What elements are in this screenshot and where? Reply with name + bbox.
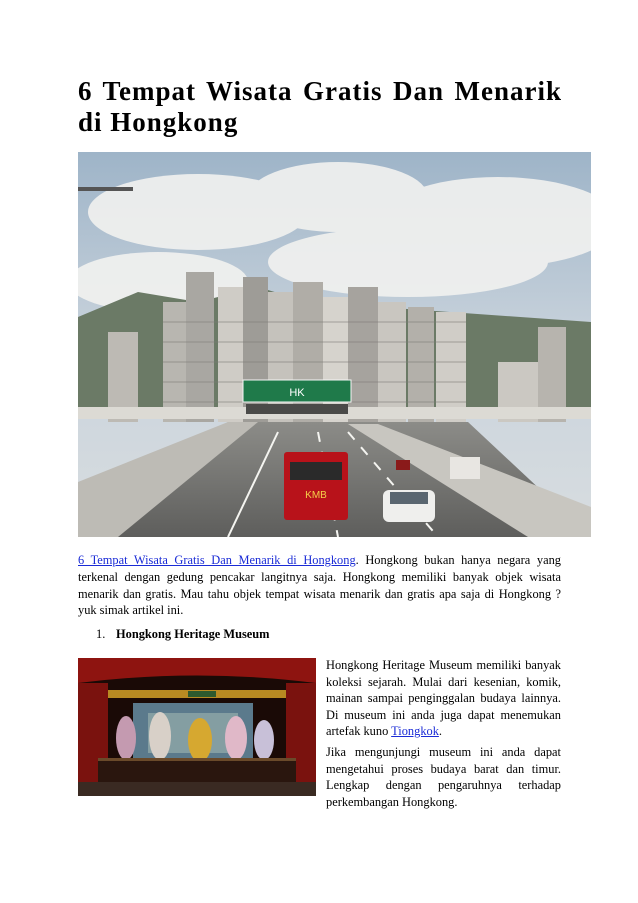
street-lamp	[78, 187, 133, 191]
car-window	[390, 492, 428, 504]
bus-window	[290, 462, 342, 480]
intro-text: . Hongkong bukan hanya negara yang terkenal dengan gedung pencakar langitnya saja. Hongkong memiliki banyak objek wisata menarik dan gratis. Mau tahu objek tempat wisata menarik dan gratis apa saja di Hongkong ? yuk simak artikel ini.	[78, 553, 561, 618]
bus-text: KMB	[305, 490, 327, 501]
highway-sign-text: HK	[289, 387, 305, 399]
intro-paragraph	[78, 552, 561, 619]
heritage-museum-photo	[78, 658, 316, 796]
railing	[98, 758, 296, 761]
museum-text-1-end: .	[438, 724, 443, 739]
white-truck	[450, 457, 480, 479]
gallery-floor	[78, 782, 316, 796]
stage-sign	[188, 691, 216, 697]
museum-paragraph-2: Jika mengunjungi museum ini anda dapat mengetahui proses budaya barat dan timur. Lengkap dengan pengaruhnya terhadap perkembangan Hongkong.	[326, 745, 561, 809]
distant-car	[396, 460, 410, 470]
item-heading: Hongkong Heritage Museum	[116, 627, 270, 641]
sign-gantry	[246, 404, 348, 414]
tiongkok-link[interactable]: Tiongkok	[391, 724, 439, 739]
museum-text-1: Hongkong Heritage Museum memiliki banyak koleksi sejarah. Mulai dari kesenian, komik, mainan sampai penginggalan budaya lainnya. Di museum ini anda juga dapat menemukan artefak kuno	[326, 658, 561, 739]
hongkong-highway-photo	[78, 152, 591, 537]
museum-stage-illustration	[78, 658, 316, 796]
article-title: 6 Tempat Wisata Gratis Dan Menarik di Hongkong	[78, 76, 562, 137]
hongkong-highway-illustration	[78, 152, 591, 537]
list-number: 1.	[96, 627, 106, 641]
museum-paragraph-1	[326, 657, 561, 740]
list-item-heading	[96, 626, 270, 642]
stage-floor	[98, 760, 296, 782]
article-link[interactable]: 6 Tempat Wisata Gratis Dan Menarik di Hongkong	[78, 553, 356, 567]
